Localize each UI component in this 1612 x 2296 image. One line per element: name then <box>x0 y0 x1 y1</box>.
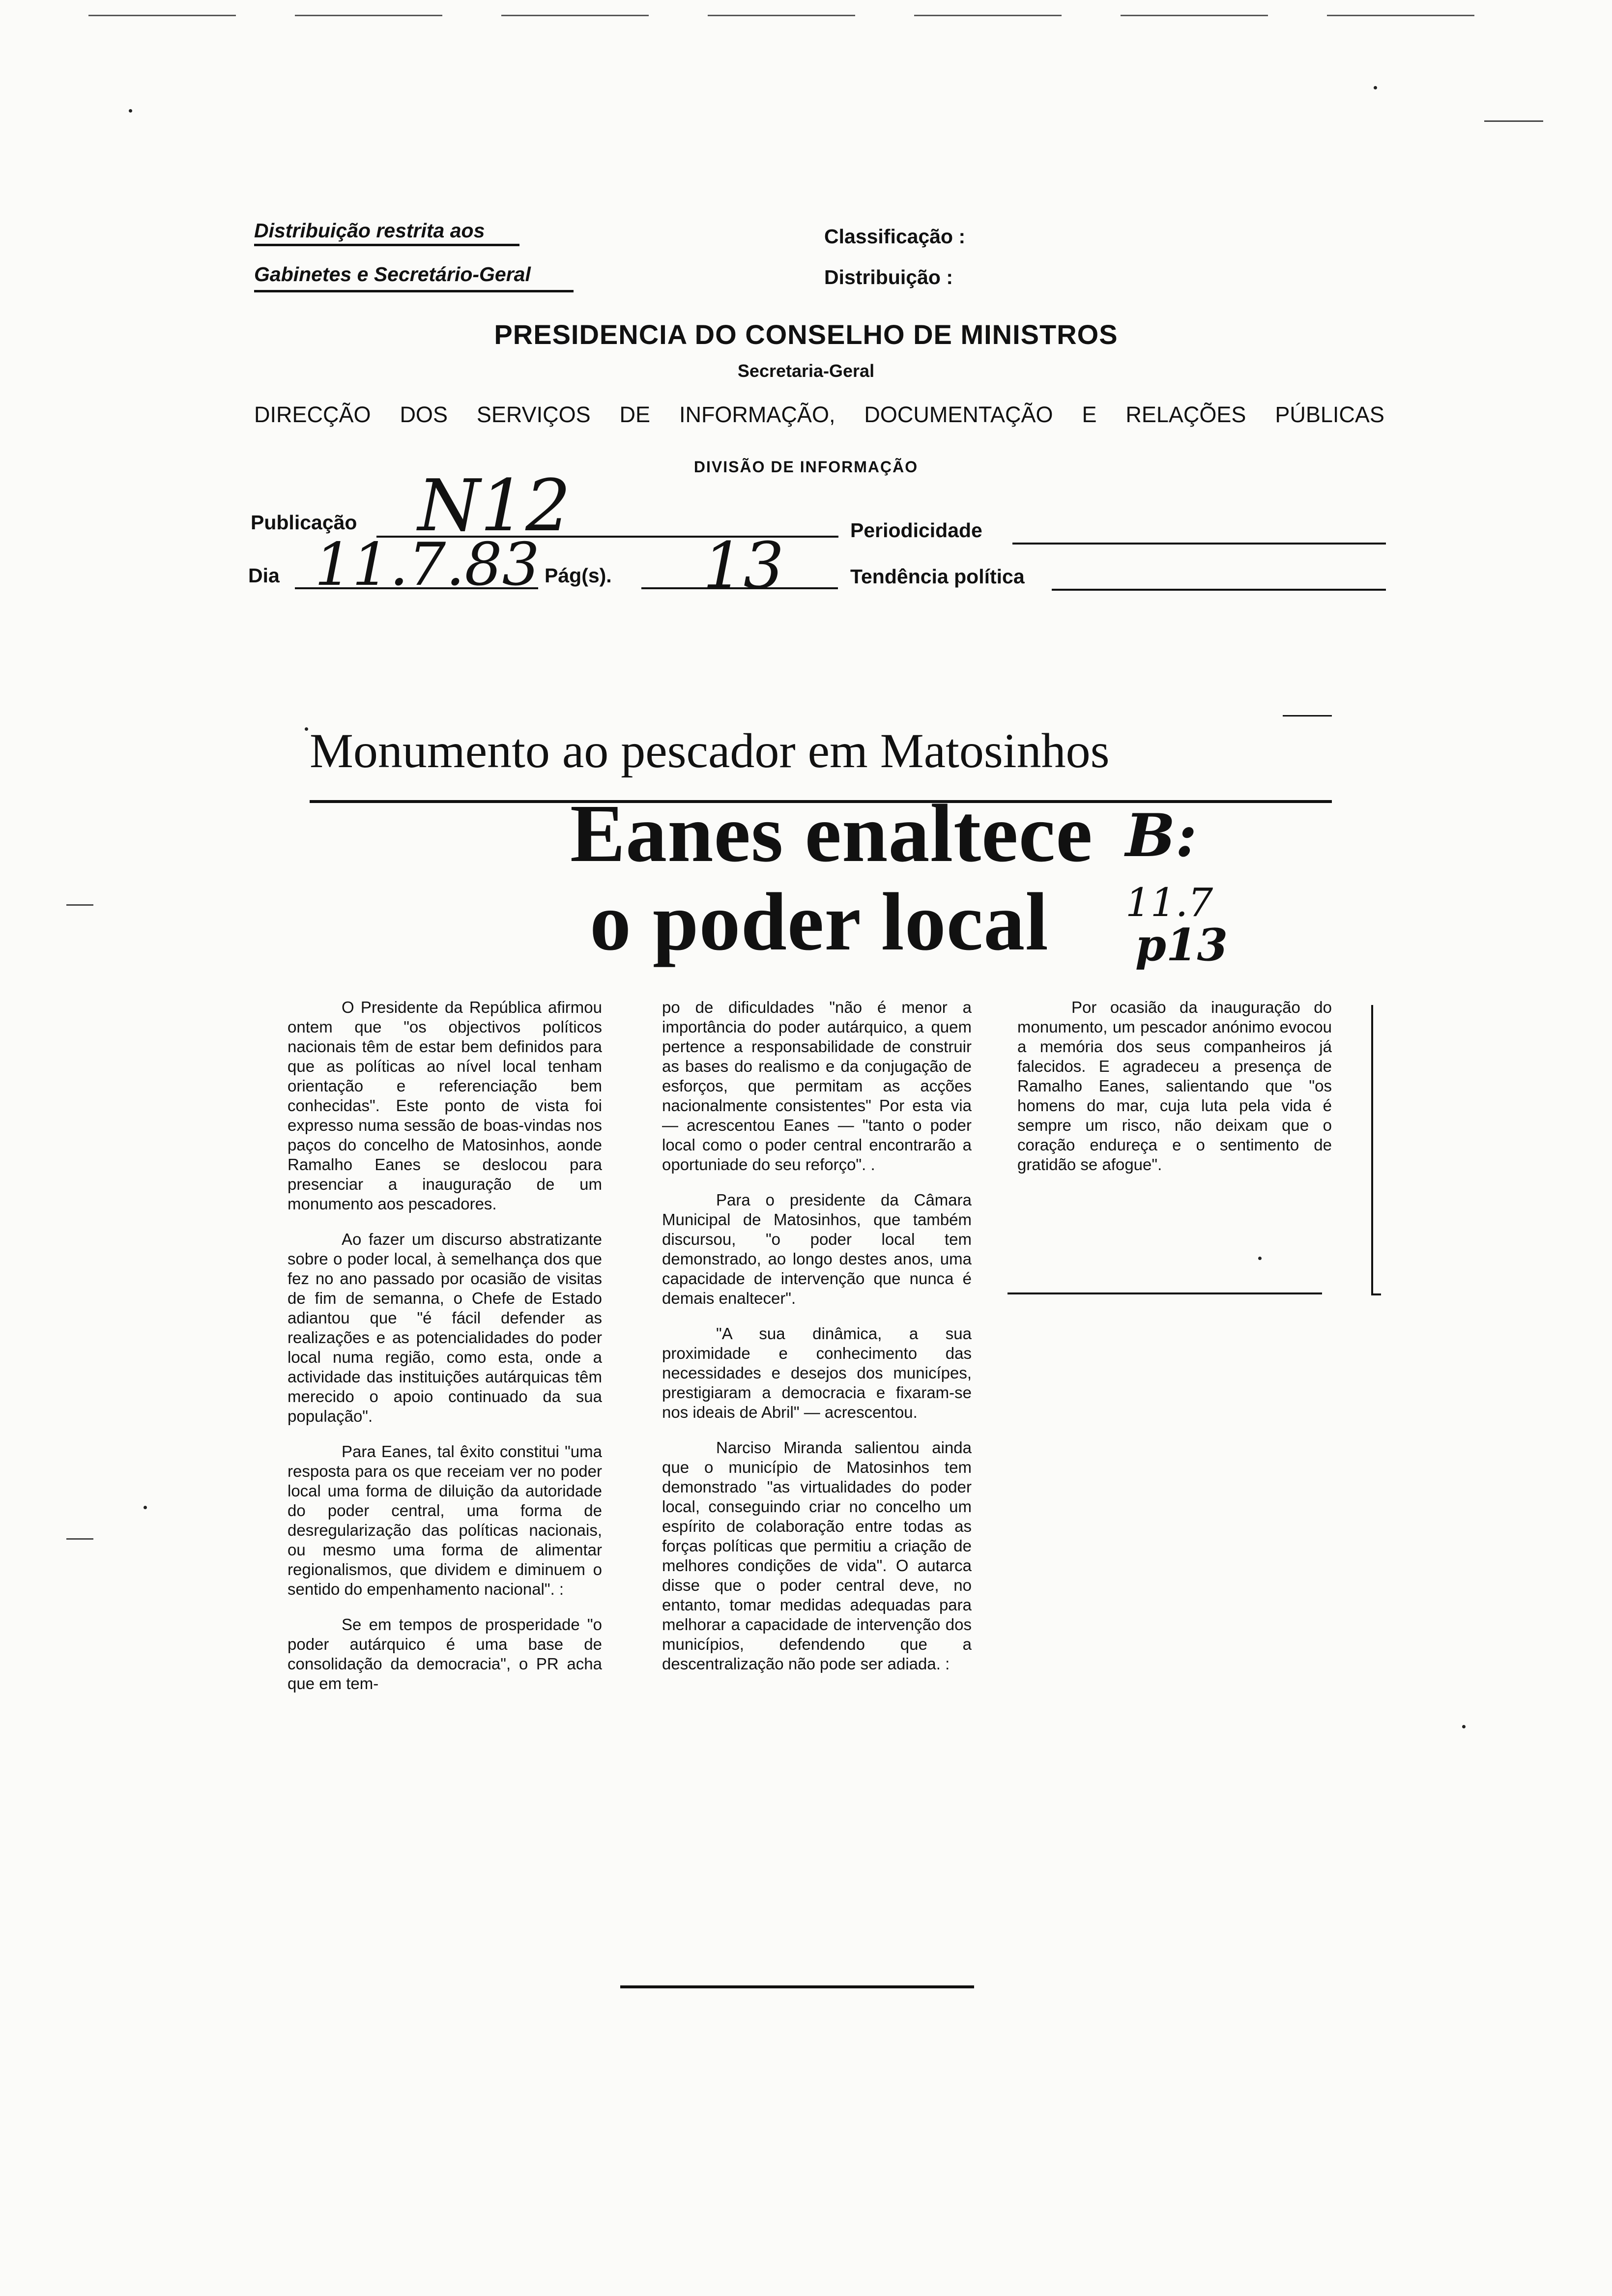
direccao-word: DIRECÇÃO <box>254 402 371 427</box>
article-paragraph: po de dificuldades "não é menor a importância do poder autárquico, a quem pertence a responsabilidade de construir as bases do realismo e da conjugação de esforços, que permitam as acções nacionalmente consistentes" Por esta via — acrescentou Eanes — "tanto o poder local como o poder central encontrarão a oportuniade do seu reforço". . <box>662 998 972 1174</box>
dia-label: Dia <box>248 564 280 587</box>
divisao-title: DIVISÃO DE INFORMAÇÃO <box>693 458 919 476</box>
publicacao-handwritten-value: N12 <box>418 464 571 547</box>
scan-speck <box>1374 86 1377 89</box>
article-paragraph: Narciso Miranda salientou ainda que o município de Matosinhos tem demonstrado "as virtualidades do poder local, conseguindo criar no concelho um espírito de colaboração entre todas as forças políticas que permitiu a criação de melhores condições de vida". O autarca disse que o poder central deve, no entanto, tomar medidas adequadas para melhorar a capacidade de intervenção dos municípios, defendendo que a descentralização não pode ser adiada. : <box>662 1438 972 1673</box>
article-column-3 <box>1017 998 1332 1190</box>
periodicidade-field-line <box>1012 543 1386 545</box>
publicacao-label: Publicação <box>251 511 357 534</box>
article-paragraph: "A sua dinâmica, a sua proximidade e conhecimento das necessidades e desejos dos municípes, prestigiaram a democracia e fixaram-se nos ideais de Abril" — acrescentou. <box>662 1324 972 1421</box>
right-margin-bracket-foot <box>1371 1293 1381 1295</box>
article-paragraph: Para o presidente da Câmara Municipal de Matosinhos, que também discursou, "o poder local tem demonstrado, ao longo destes anos, uma capacidade de intervenção que nunca é demais enaltecer". <box>662 1191 972 1307</box>
secretaria-title: Secretaria-Geral <box>737 361 875 381</box>
article-paragraph: Por ocasião da inauguração do monumento, um pescador anónimo evocou a memória dos seus companheiros já falecidos. E agradeceu a presença de Ramalho Eanes, salientando que "os homens do mar, cuja luta pela vida é sempre um risco, não deixam que o coração endureça e o sentimento de gratidão se afogue". <box>1017 998 1332 1174</box>
direccao-word: DE <box>619 402 651 427</box>
classificacao-label: Classificação : <box>824 225 966 248</box>
headline-line2: o poder local <box>590 876 1049 968</box>
periodicidade-label: Periodicidade <box>850 519 982 542</box>
handwritten-annotation-line1: B: <box>1125 801 1197 870</box>
article-column-1 <box>288 998 602 1709</box>
scan-mark <box>66 1538 93 1540</box>
dia-handwritten-value: 11.7.83 <box>315 531 540 599</box>
direccao-word: PÚBLICAS <box>1275 402 1384 427</box>
direccao-word: INFORMAÇÃO, <box>679 402 835 427</box>
direccao-word: DOCUMENTAÇÃO <box>864 402 1053 427</box>
ministry-title: PRESIDENCIA DO CONSELHO DE MINISTROS <box>494 319 1118 350</box>
handwritten-annotation-line3: p13 <box>1135 919 1228 971</box>
tendencia-field-line <box>1052 589 1386 591</box>
scan-rule <box>88 15 1514 16</box>
scan-speck <box>129 109 132 113</box>
article-end-rule <box>620 1985 974 1988</box>
scan-mark <box>66 904 93 906</box>
underline <box>254 244 519 246</box>
right-margin-bracket <box>1371 1005 1373 1295</box>
scan-speck <box>144 1506 147 1509</box>
scan-speck <box>1258 1257 1262 1260</box>
article-paragraph: Se em tempos de prosperidade "o poder autárquico é uma base de consolidação da democracia", o PR acha que em tem- <box>288 1615 602 1693</box>
top-short-rule <box>1283 715 1332 717</box>
pags-label: Pág(s). <box>545 564 612 587</box>
direccao-word: SERVIÇOS <box>476 402 591 427</box>
article-paragraph: Para Eanes, tal êxito constitui "uma resposta para os que receiam ver no poder local uma forma de diluição da autoridade do poder central, uma forma de desregularização das políticas nacionais, ou mesmo uma forma de alimentar regionalismos, que dividem e diminuem o sentido do empenhamento nacional". : <box>288 1442 602 1598</box>
pags-handwritten-value: 13 <box>703 528 784 603</box>
direccao-word: RELAÇÕES <box>1125 402 1246 427</box>
scan-rule <box>1484 120 1543 122</box>
distribuicao-label: Distribuição : <box>824 266 953 288</box>
restricted-distribution-line2: Gabinetes e Secretário-Geral <box>254 263 531 286</box>
article-column-2 <box>662 998 972 1690</box>
direccao-title <box>254 402 1384 428</box>
handwritten-annotation-line2: 11.7 <box>1125 880 1213 925</box>
column-3-end-rule <box>1008 1292 1322 1294</box>
scan-speck <box>305 727 308 731</box>
article-paragraph: Ao fazer um discurso abstratizante sobre o poder local, à semelhança dos que fez no ano passado por ocasião de visitas de fim de semanna, o Chefe de Estado adiantou que "é fácil defender as realizações e as potencialidades do poder local numa região, como esta, onde a actividade das instituições autárquicas têm merecido o apoio continuado da sua população". <box>288 1230 602 1425</box>
direccao-word: DOS <box>400 402 448 427</box>
direccao-word: E <box>1082 402 1097 427</box>
underline <box>254 290 574 292</box>
article-paragraph: O Presidente da República afirmou ontem que "os objectivos políticos nacionais têm de estar bem definidos para que as políticas ao nível local tenham orientação e referenciação bem conhecidas". Este ponto de vista foi expresso numa sessão de boas-vindas nos paços do concelho de Matosinhos, aonde Ramalho Eanes se deslocou para presenciar a inauguração de um monumento aos pescadores. <box>288 998 602 1213</box>
scan-speck <box>1462 1725 1466 1728</box>
restricted-distribution-line1: Distribuição restrita aos <box>254 219 485 242</box>
headline-line1: Eanes enaltece <box>570 788 1093 879</box>
article-subhead: Monumento ao pescador em Matosinhos <box>310 723 1110 778</box>
tendencia-label: Tendência política <box>850 565 1025 588</box>
